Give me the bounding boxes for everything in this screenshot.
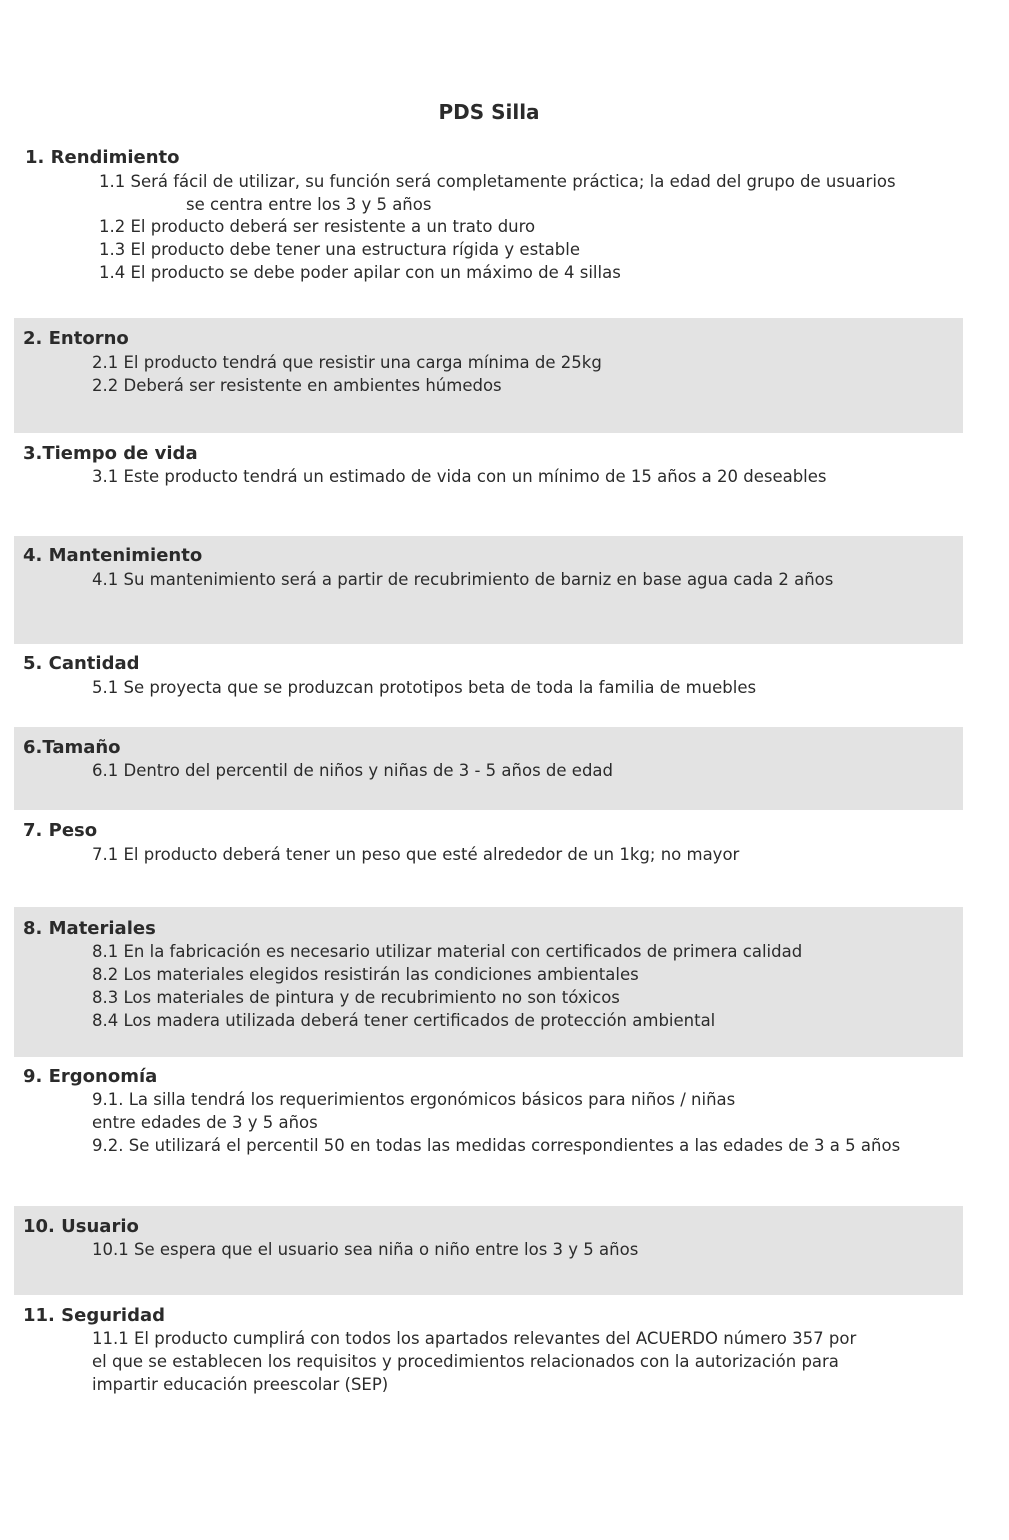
section-heading-tamano: 6.Tamaño bbox=[23, 737, 121, 758]
requirement-line: 1.1 Será fácil de utilizar, su función será completamente práctica; la edad del grupo de usuarios bbox=[99, 172, 896, 191]
requirement-line: 4.1 Su mantenimiento será a partir de recubrimiento de barniz en base agua cada 2 años bbox=[92, 570, 834, 589]
requirement-line: 3.1 Este producto tendrá un estimado de vida con un mínimo de 15 años a 20 deseables bbox=[92, 467, 827, 486]
section-heading-cantidad: 5. Cantidad bbox=[23, 653, 140, 674]
requirement-line: 8.3 Los materiales de pintura y de recubrimiento no son tóxicos bbox=[92, 988, 620, 1007]
requirement-line: 9.2. Se utilizará el percentil 50 en todas las medidas correspondientes a las edades de 3 a 5 años bbox=[92, 1136, 901, 1155]
requirement-line: 7.1 El producto deberá tener un peso que esté alrededor de un 1kg; no mayor bbox=[92, 845, 740, 864]
requirement-line: 8.2 Los materiales elegidos resistirán las condiciones ambientales bbox=[92, 965, 639, 984]
requirement-line: el que se establecen los requisitos y procedimientos relacionados con la autorización para bbox=[92, 1352, 839, 1371]
requirement-line: se centra entre los 3 y 5 años bbox=[186, 195, 432, 214]
section-heading-seguridad: 11. Seguridad bbox=[23, 1305, 165, 1326]
section-heading-rendimiento: 1. Rendimiento bbox=[25, 147, 180, 168]
requirement-line: 1.3 El producto debe tener una estructura rígida y estable bbox=[99, 240, 580, 259]
requirement-line: 8.4 Los madera utilizada deberá tener certificados de protección ambiental bbox=[92, 1011, 716, 1030]
requirement-line: 11.1 El producto cumplirá con todos los apartados relevantes del ACUERDO número 357 por bbox=[92, 1329, 857, 1348]
section-heading-peso: 7. Peso bbox=[23, 820, 98, 841]
section-heading-ergonomia: 9. Ergonomía bbox=[23, 1066, 158, 1087]
section-heading-usuario: 10. Usuario bbox=[23, 1216, 139, 1237]
requirement-line: 2.2 Deberá ser resistente en ambientes húmedos bbox=[92, 376, 502, 395]
page-title: PDS Silla bbox=[438, 100, 540, 124]
requirement-line: 10.1 Se espera que el usuario sea niña o niño entre los 3 y 5 años bbox=[92, 1240, 639, 1259]
section-heading-mantenimiento: 4. Mantenimiento bbox=[23, 545, 203, 566]
requirement-line: 1.4 El producto se debe poder apilar con un máximo de 4 sillas bbox=[99, 263, 621, 282]
section-heading-tiempo-de-vida: 3.Tiempo de vida bbox=[23, 443, 198, 464]
section-heading-entorno: 2. Entorno bbox=[23, 328, 129, 349]
requirement-line: 2.1 El producto tendrá que resistir una carga mínima de 25kg bbox=[92, 353, 602, 372]
requirement-line: 1.2 El producto deberá ser resistente a un trato duro bbox=[99, 217, 536, 236]
requirement-line: 6.1 Dentro del percentil de niños y niñas de 3 - 5 años de edad bbox=[92, 761, 613, 780]
requirement-line: 8.1 En la fabricación es necesario utilizar material con certificados de primera calidad bbox=[92, 942, 803, 961]
requirement-line: impartir educación preescolar (SEP) bbox=[92, 1375, 389, 1394]
requirement-line: entre edades de 3 y 5 años bbox=[92, 1113, 318, 1132]
requirement-line: 5.1 Se proyecta que se produzcan prototipos beta de toda la familia de muebles bbox=[92, 678, 757, 697]
section-heading-materiales: 8. Materiales bbox=[23, 918, 156, 939]
requirement-line: 9.1. La silla tendrá los requerimientos ergonómicos básicos para niños / niñas bbox=[92, 1090, 736, 1109]
